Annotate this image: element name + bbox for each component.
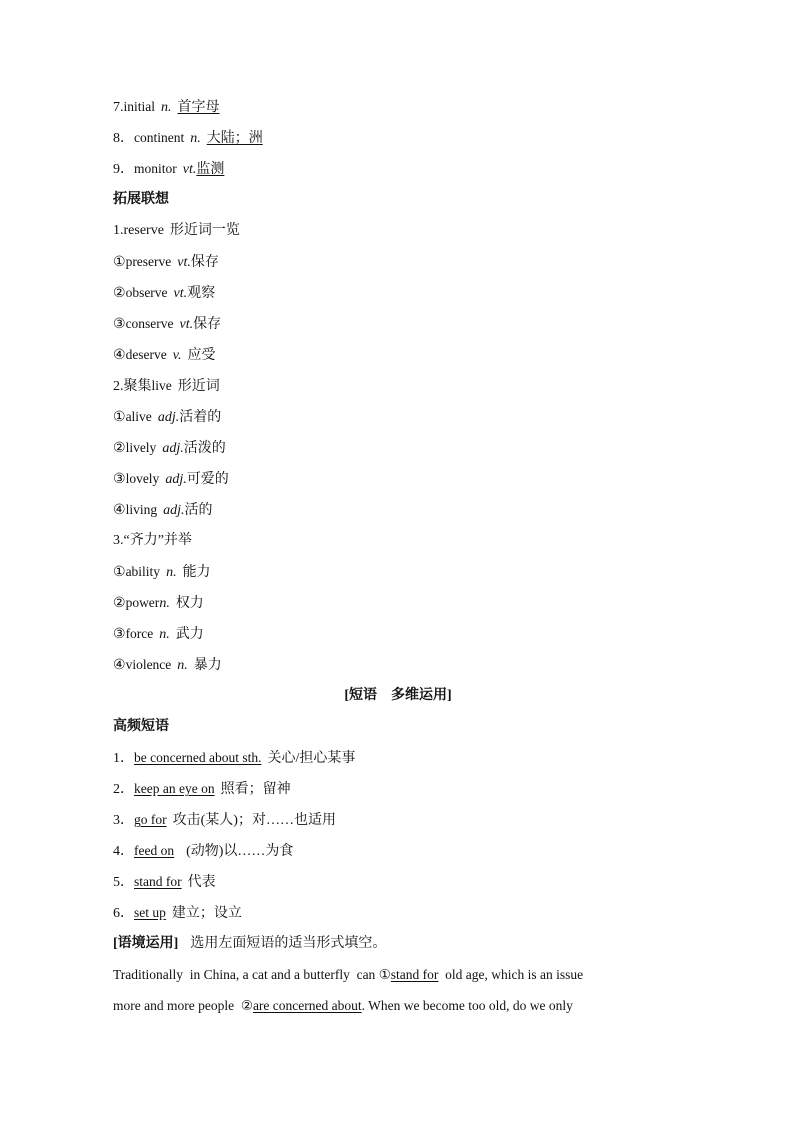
- vocab-word: initial: [123, 99, 155, 114]
- meaning: 权力: [175, 596, 204, 611]
- document-page: [113, 91, 683, 1021]
- vocab-item-9: [113, 153, 683, 184]
- phrase-item: [113, 804, 683, 835]
- part-of-speech: adj.: [165, 472, 187, 487]
- word: conserve: [125, 316, 174, 331]
- vocab-meaning: 首字母: [177, 100, 220, 115]
- word: observe: [125, 285, 168, 300]
- meaning: 暴力: [193, 658, 222, 673]
- circle-number: ②: [113, 286, 126, 301]
- item-number: 1．: [113, 751, 134, 766]
- circle-number: ③: [113, 627, 126, 642]
- group2-item: [113, 432, 683, 463]
- phrases-title: 高频短语: [113, 719, 169, 734]
- group-title-prefix: 1.reserve: [113, 223, 164, 238]
- word: preserve: [125, 254, 172, 269]
- part-of-speech: adj.: [163, 503, 185, 518]
- group1-title: [113, 215, 683, 246]
- part-of-speech: adj.: [157, 410, 180, 425]
- group1-item: [113, 308, 683, 339]
- answer-blank: stand for: [390, 967, 439, 982]
- word: lively: [125, 440, 157, 455]
- meaning: 武力: [175, 627, 204, 642]
- group-title-word: live: [151, 378, 172, 393]
- part-of-speech: adj.: [162, 441, 184, 456]
- answer-blank: are concerned about: [252, 998, 362, 1013]
- part-of-speech: n.: [159, 596, 170, 611]
- item-number: 4．: [113, 844, 134, 859]
- word: living: [125, 502, 158, 517]
- part-of-speech: vt.: [177, 255, 191, 270]
- item-number: 3．: [113, 813, 134, 828]
- section-header: [短语 多维运用]: [344, 688, 452, 703]
- vocab-word: monitor: [134, 161, 177, 176]
- phrase: feed on: [134, 843, 175, 858]
- circle-number: ④: [113, 658, 126, 673]
- word: force: [125, 626, 154, 641]
- circle-number: ①: [113, 255, 126, 270]
- part-of-speech: n.: [161, 100, 172, 115]
- meaning: 可爱的: [186, 472, 229, 487]
- group1-item: [113, 246, 683, 277]
- context-instruction-text: 选用左面短语的适当形式填空。: [190, 936, 387, 951]
- meaning: 能力: [182, 565, 211, 580]
- vocab-meaning: 大陆；洲: [206, 131, 263, 146]
- word: ability: [125, 564, 161, 579]
- paragraph-text: Traditionally in China, a cat and a butterfly can: [113, 967, 379, 982]
- circle-number: ③: [113, 472, 126, 487]
- phrase-item: [113, 835, 683, 866]
- word: violence: [125, 657, 172, 672]
- phrase-meaning: 建立；设立: [171, 906, 242, 921]
- word: alive: [125, 409, 152, 424]
- meaning: 保存: [193, 317, 222, 332]
- circle-number: ①: [113, 565, 126, 580]
- context-paragraph-line-2: [113, 990, 683, 1021]
- group2-title: [113, 370, 683, 401]
- phrase-item: [113, 897, 683, 928]
- phrase-meaning: 照看；留神: [220, 782, 291, 797]
- meaning: 活的: [184, 503, 213, 518]
- context-paragraph-line-1: [113, 959, 683, 990]
- part-of-speech: n.: [177, 658, 188, 673]
- item-number: 2．: [113, 782, 134, 797]
- expand-title: 拓展联想: [113, 192, 169, 207]
- group1-item: [113, 277, 683, 308]
- phrase: go for: [134, 812, 167, 827]
- part-of-speech: n.: [166, 565, 177, 580]
- part-of-speech: vt.: [182, 162, 197, 177]
- vocab-item-8: [113, 122, 683, 153]
- phrase-item: [113, 742, 683, 773]
- group1-item: [113, 339, 683, 370]
- vocab-meaning: 监测: [196, 162, 225, 177]
- part-of-speech: vt.: [179, 317, 194, 332]
- vocab-item-7: [113, 91, 683, 122]
- vocab-word: continent: [134, 130, 185, 145]
- meaning: 活泼的: [183, 441, 226, 456]
- group-title-prefix: 2.聚集: [113, 379, 152, 394]
- word: power: [125, 595, 160, 610]
- circle-number: ①: [378, 967, 391, 982]
- part-of-speech: n.: [190, 131, 201, 146]
- item-number: 7.: [113, 100, 124, 115]
- item-number: 8．: [113, 131, 134, 146]
- phrase: be concerned about sth.: [134, 750, 262, 765]
- circle-number: ②: [113, 441, 126, 456]
- part-of-speech: v.: [172, 348, 182, 363]
- group3-title: 3.“齐力”并举: [113, 533, 192, 548]
- circle-number: ②: [113, 596, 126, 611]
- circle-number: ③: [113, 317, 126, 332]
- meaning: 应受: [187, 348, 216, 363]
- paragraph-text: . When we become too old, do we only: [361, 998, 573, 1013]
- context-label: [语境运用]: [113, 936, 179, 951]
- group-title-suffix: 形近词: [177, 379, 220, 394]
- group3-item: [113, 649, 683, 680]
- paragraph-text: more and more people: [113, 998, 241, 1013]
- circle-number: ④: [113, 348, 126, 363]
- circle-number: ④: [113, 503, 126, 518]
- group-title-suffix: 形近词一览: [169, 223, 240, 238]
- circle-number: ②: [240, 998, 253, 1013]
- group3-item: [113, 587, 683, 618]
- phrase: stand for: [134, 874, 182, 889]
- paragraph-text: old age, which is an issue: [438, 967, 584, 982]
- item-number: 6．: [113, 906, 134, 921]
- phrase: set up: [134, 905, 166, 920]
- phrase-meaning: 代表: [187, 875, 216, 890]
- context-instruction: [113, 928, 683, 959]
- word: lovely: [125, 471, 160, 486]
- phrase: keep an eye on: [134, 781, 215, 796]
- group2-item: [113, 494, 683, 525]
- group3-item: [113, 556, 683, 587]
- part-of-speech: n.: [159, 627, 170, 642]
- group3-item: [113, 618, 683, 649]
- phrase-item: [113, 773, 683, 804]
- circle-number: ①: [113, 410, 126, 425]
- group2-item: [113, 401, 683, 432]
- phrase-meaning: 攻击(某人)；对……也适用: [172, 813, 336, 828]
- meaning: 保存: [190, 255, 219, 270]
- phrase-meaning: (动物)以……为食: [186, 844, 294, 859]
- phrase-meaning: 关心/担心某事: [267, 751, 356, 766]
- item-number: 9．: [113, 162, 134, 177]
- meaning: 活着的: [179, 410, 222, 425]
- phrase-item: [113, 866, 683, 897]
- meaning: 观察: [187, 286, 216, 301]
- item-number: 5．: [113, 875, 134, 890]
- word: deserve: [125, 347, 167, 362]
- part-of-speech: vt.: [173, 286, 188, 301]
- group2-item: [113, 463, 683, 494]
